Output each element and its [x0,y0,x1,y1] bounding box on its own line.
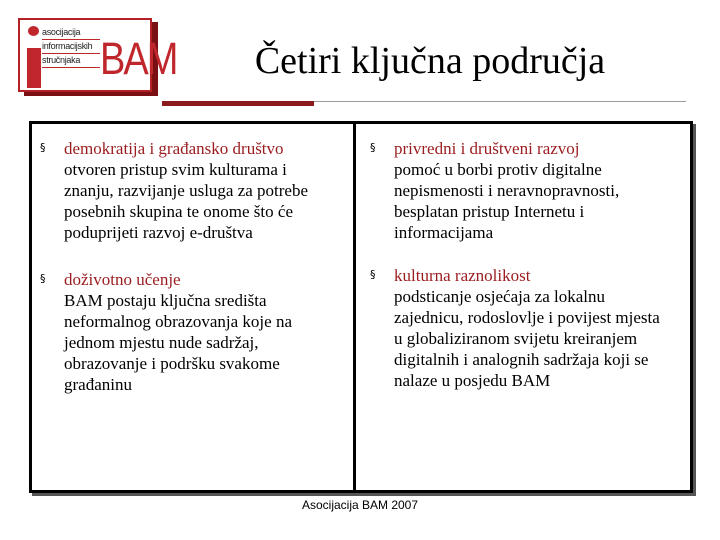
left-column [40,138,340,395]
bullet-icon: § [370,268,376,281]
list-item [370,138,670,243]
item-body: pomoć u borbi protiv digitalne nepismenosti i neravnopravnosti, besplatan pristup Internetu i informacijama [394,160,620,242]
item-title: demokratija i građansko društvo [64,139,284,158]
title-rule-light [314,101,686,102]
logo-shadow-bottom [24,92,158,96]
bullet-icon: § [370,141,376,154]
right-column [370,138,670,391]
logo-acronym: BAM [100,34,177,85]
logo-line: informacijskih [42,40,100,54]
item-title: doživotno učenje [64,270,181,289]
bullet-icon: § [40,272,46,285]
page-title: Četiri ključna područja [254,40,606,82]
list-item [370,265,670,391]
logo-text-lines [42,26,100,68]
list-item [40,269,340,395]
item-body: BAM postaju ključna središta neformalnog obrazovanja koje na jednom mjestu nude sadržaj, obrazovanje i podršku svakome građaninu [64,291,292,394]
item-title: kulturna raznolikost [394,266,531,285]
logo-line: stručnjaka [42,54,100,68]
item-body: podsticanje osjećaja za lokalnu zajednicu, rodoslovlje i povijest mjesta u globaliziranom svijetu kreiranjem digitalnih i analognih sadržaja koji se nalaze u posjedu BAM [394,287,660,390]
bullet-icon: § [40,141,46,154]
logo-line: asocijacija [42,26,100,40]
logo [18,18,177,92]
list-item [40,138,340,243]
column-divider [353,121,356,493]
footer: Asocijacija BAM 2007 [301,498,419,512]
item-title: privredni i društveni razvoj [394,139,580,158]
title-rule-dark [162,101,314,106]
item-body: otvoren pristup svim kulturama i znanju, razvijanje usluga za potrebe posebnih skupina te onome što će poduprijeti razvoj e-društva [64,160,309,242]
